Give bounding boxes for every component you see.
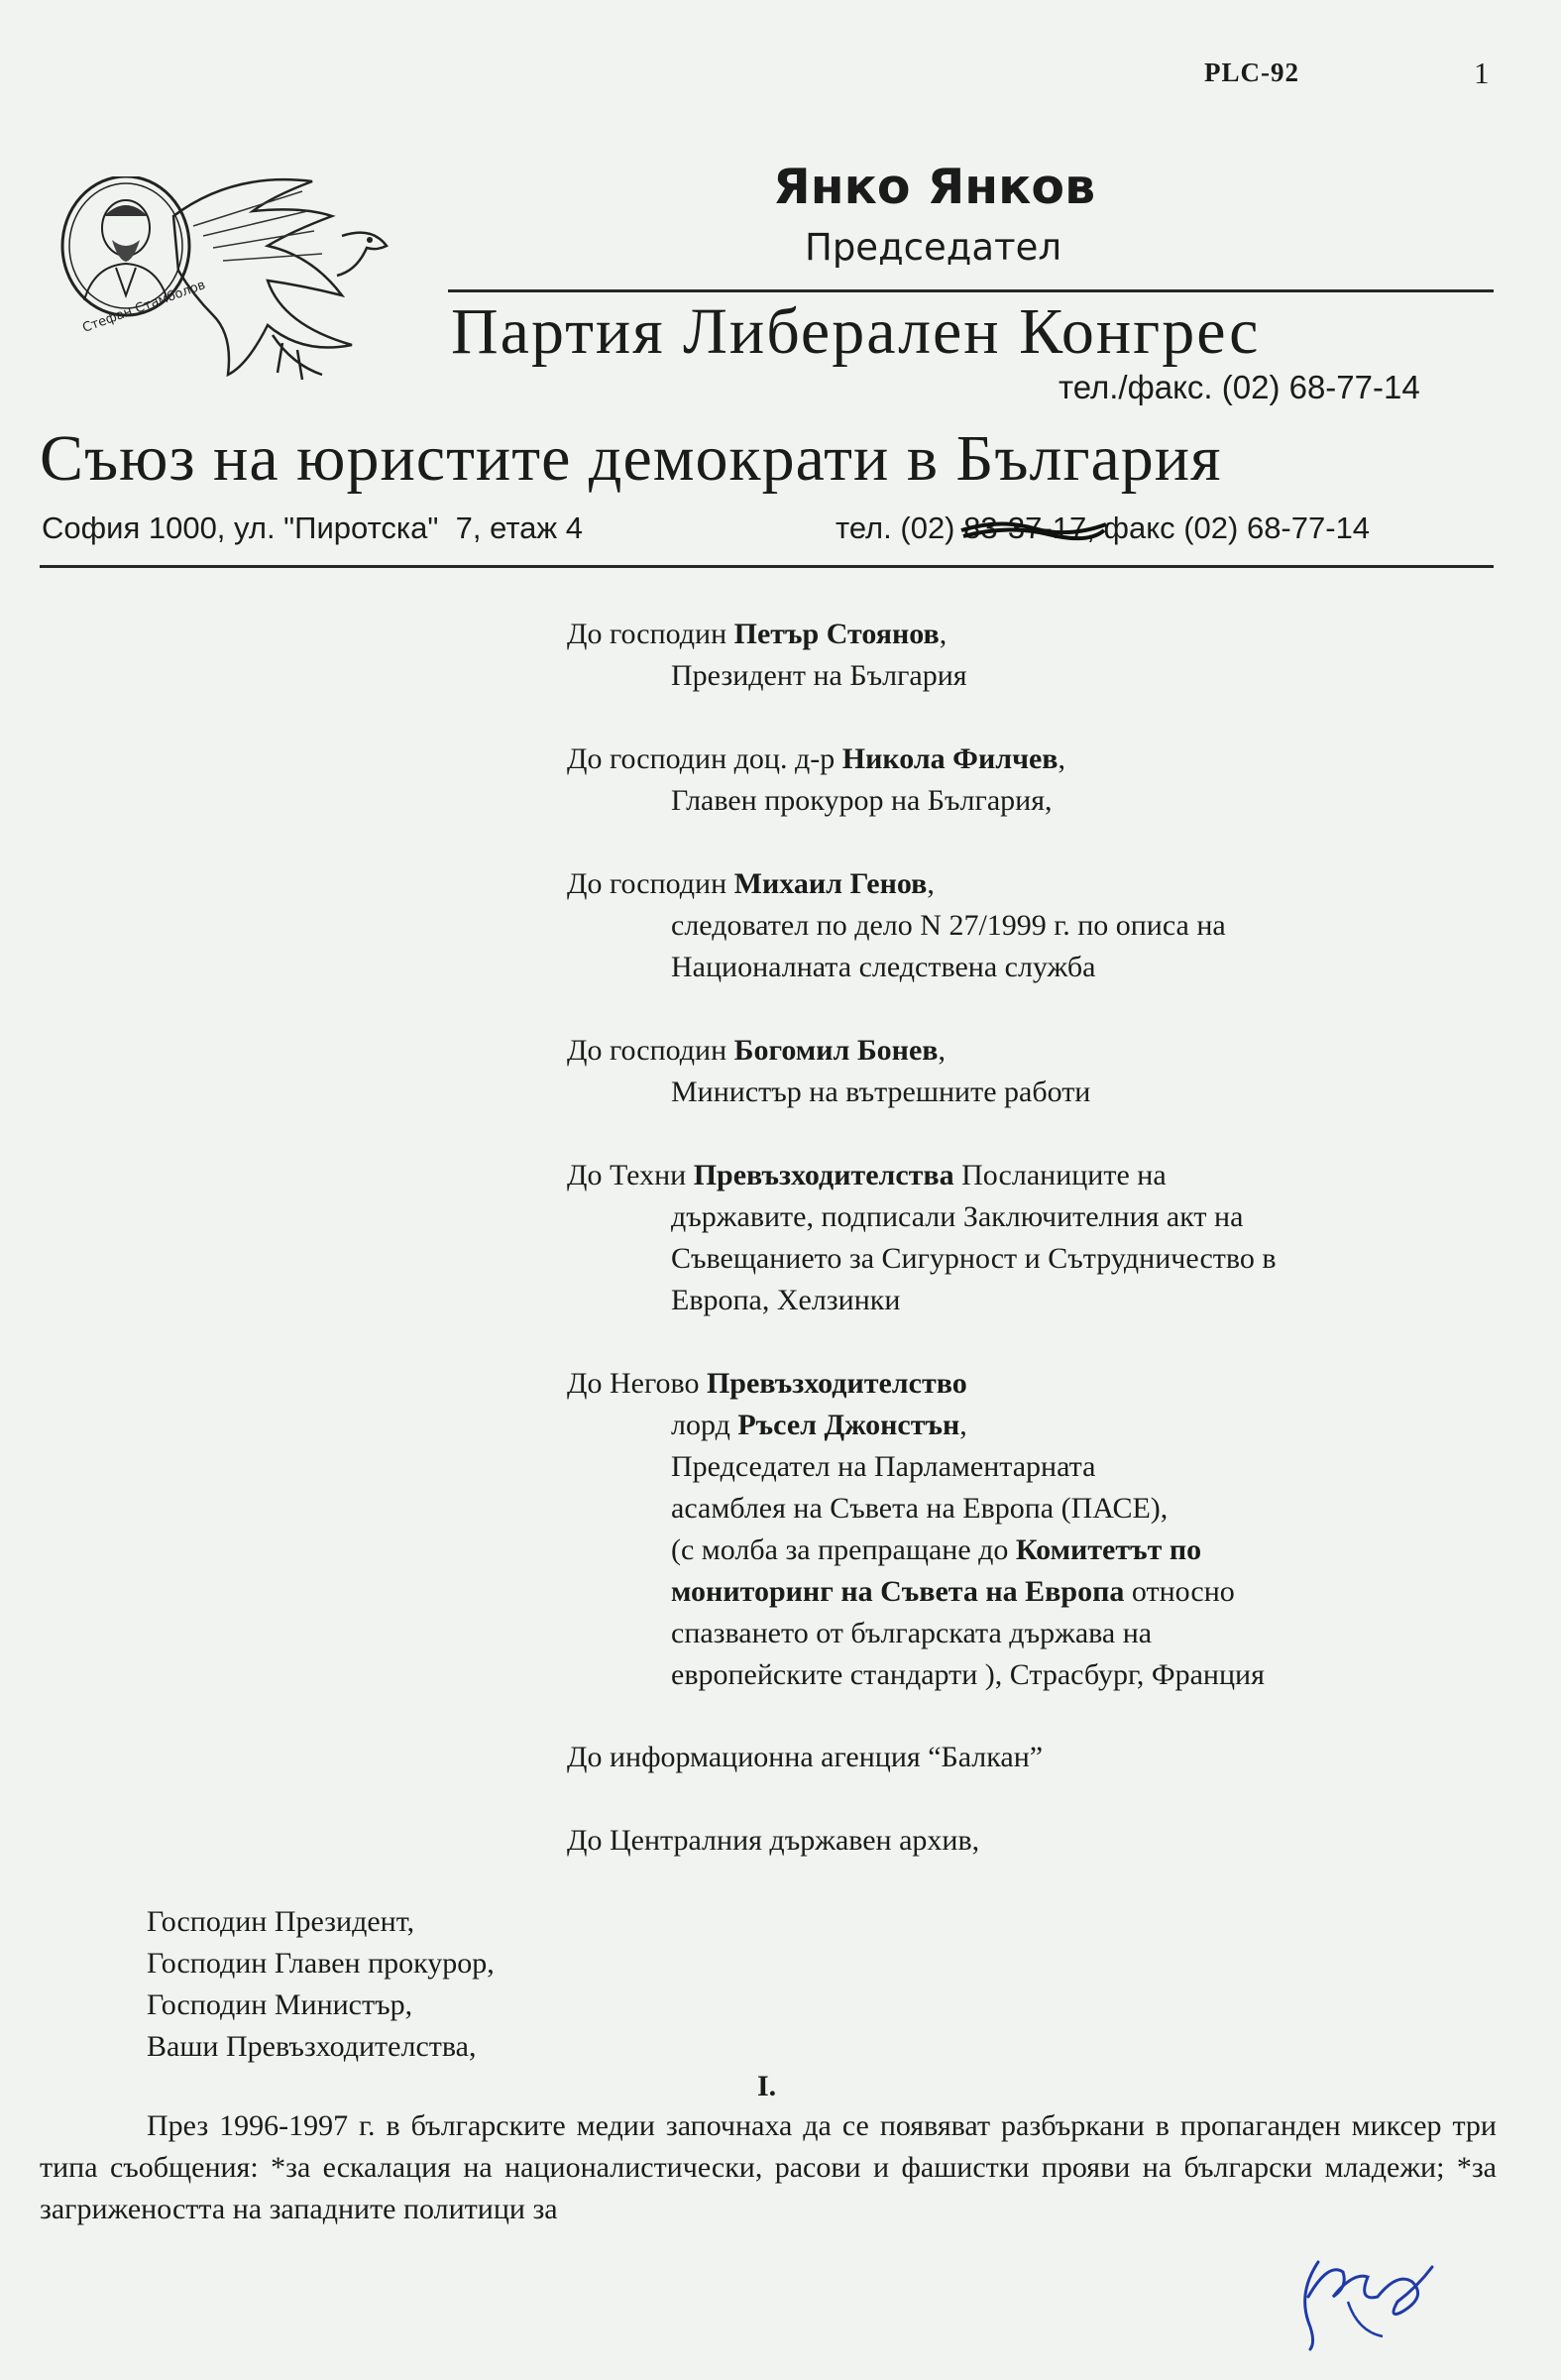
recipient-title: Президент на България xyxy=(671,659,967,692)
request-committee-cont: мониторинг на Съвета на Европа xyxy=(671,1575,1125,1608)
recipient-investigator xyxy=(567,863,1226,988)
union-name: Съюз на юристите демократи в България xyxy=(40,422,1222,495)
chairman-title: Председател xyxy=(805,226,1061,269)
recipient-suffix: , xyxy=(1058,742,1065,775)
recipient-title: асамблея на Съвета на Европа (ПАСЕ), xyxy=(671,1492,1169,1525)
recipient-suffix: , xyxy=(927,867,935,900)
lord-suffix: , xyxy=(959,1409,967,1441)
salutation-line: Ваши Превъзходителства, xyxy=(147,2030,477,2063)
union-phone-fax xyxy=(836,510,1370,546)
recipient-prefix: До Техни xyxy=(567,1159,694,1191)
recipient-name: Петър Стоянов xyxy=(733,618,940,650)
recipient-name: Никола Филчев xyxy=(841,742,1059,775)
party-phone: тел./факс. (02) 68-77-14 xyxy=(1059,369,1420,405)
recipient-title: Националната следствена служба xyxy=(671,951,1096,983)
recipient-prefix: До господин xyxy=(567,618,734,650)
recipient-prefix: До Централния държавен архив, xyxy=(567,1824,980,1857)
recipient-suffix: , xyxy=(939,618,948,650)
recipient-prefix: До информационна агенция “Балкан” xyxy=(567,1741,1044,1773)
recipient-title: европейските стандарти ), Страсбург, Франция xyxy=(671,1658,1265,1691)
page-number: 1 xyxy=(1474,56,1490,90)
request-committee: Комитетът по xyxy=(1015,1533,1202,1566)
lord-name: Ръсел Джонстън xyxy=(737,1409,960,1441)
party-name: Партия Либерален Конгрес xyxy=(451,295,1261,368)
recipient-ambassadors xyxy=(567,1155,1277,1321)
lord-prefix: лорд xyxy=(671,1409,738,1441)
document-id: PLC-92 xyxy=(1204,57,1299,87)
phone-label: тел. (02) xyxy=(836,510,964,545)
recipient-prosecutor xyxy=(567,738,1065,822)
struck-phone-number: 83-37-17 xyxy=(963,510,1087,545)
recipient-suffix: , xyxy=(938,1034,946,1067)
salutation-line: Господин Главен прокурор, xyxy=(147,1947,495,1980)
salutation xyxy=(147,1901,495,2068)
recipient-news-agency xyxy=(567,1737,1043,1778)
recipient-title: Главен прокурор на България, xyxy=(671,784,1053,817)
recipient-title: Министър на вътрешните работи xyxy=(671,1076,1091,1108)
header-divider-bottom xyxy=(40,565,1494,568)
struck-phone xyxy=(963,510,1086,546)
body-paragraph: През 1996-1997 г. в българските медии започнаха да се появяват разбъркани в пропаганден миксер три типа съобщения: *за ескалация на националистически, расови и фашистки прояви на български младежи; *за загрижеността на западните политици за xyxy=(40,2109,1497,2225)
recipient-request xyxy=(567,1530,1265,1571)
body-text xyxy=(40,2105,1497,2230)
recipient-prefix: До Негово xyxy=(567,1367,707,1400)
recipient-name: Михаил Генов xyxy=(733,867,928,900)
recipient-name: Богомил Бонев xyxy=(733,1034,939,1067)
party-logo xyxy=(55,176,441,385)
recipient-state-archive xyxy=(567,1820,979,1862)
section-number: I. xyxy=(757,2070,777,2102)
recipient-request-cont xyxy=(567,1571,1265,1613)
recipient-pace-president xyxy=(567,1363,1265,1696)
header-divider-top xyxy=(448,289,1494,292)
recipient-title: Съвещанието за Сигурност и Сътрудничество в xyxy=(671,1242,1277,1275)
recipient-lord xyxy=(567,1405,1265,1446)
recipient-president xyxy=(567,614,967,697)
recipient-name: Превъзходителство xyxy=(706,1367,967,1400)
union-address: София 1000, ул. "Пиротска" 7, етаж 4 xyxy=(42,510,583,545)
recipient-title: Европа, Хелзинки xyxy=(671,1284,901,1316)
recipient-prefix: До господин xyxy=(567,867,734,900)
chairman-name: Янко Янков xyxy=(773,159,1096,215)
recipient-interior-minister xyxy=(567,1030,1090,1113)
recipient-title: следовател по дело N 27/1999 г. по описа на xyxy=(671,909,1226,942)
recipient-title: спазването от българската държава на xyxy=(671,1617,1153,1649)
recipient-prefix: До господин xyxy=(567,1034,734,1067)
recipient-name: Превъзходителства xyxy=(693,1159,954,1191)
handwritten-signature xyxy=(1288,2242,1437,2351)
recipient-title: държавите, подписали Заключителния акт на xyxy=(671,1200,1244,1233)
request-prefix: (с молба за препращане до xyxy=(671,1533,1016,1566)
salutation-line: Господин Министър, xyxy=(147,1988,413,2021)
recipient-suffix: Посланиците на xyxy=(953,1159,1167,1191)
salutation-line: Господин Президент, xyxy=(147,1905,415,1938)
request-suffix: относно xyxy=(1124,1575,1235,1608)
logo-caption: Стефан Стамболов xyxy=(80,278,208,336)
recipient-title: Председател на Парламентарната xyxy=(671,1450,1096,1483)
strikeout-scribble xyxy=(959,512,1108,548)
recipient-prefix: До господин доц. д-р xyxy=(567,742,842,775)
fax-number: , факс (02) 68-77-14 xyxy=(1086,510,1371,545)
